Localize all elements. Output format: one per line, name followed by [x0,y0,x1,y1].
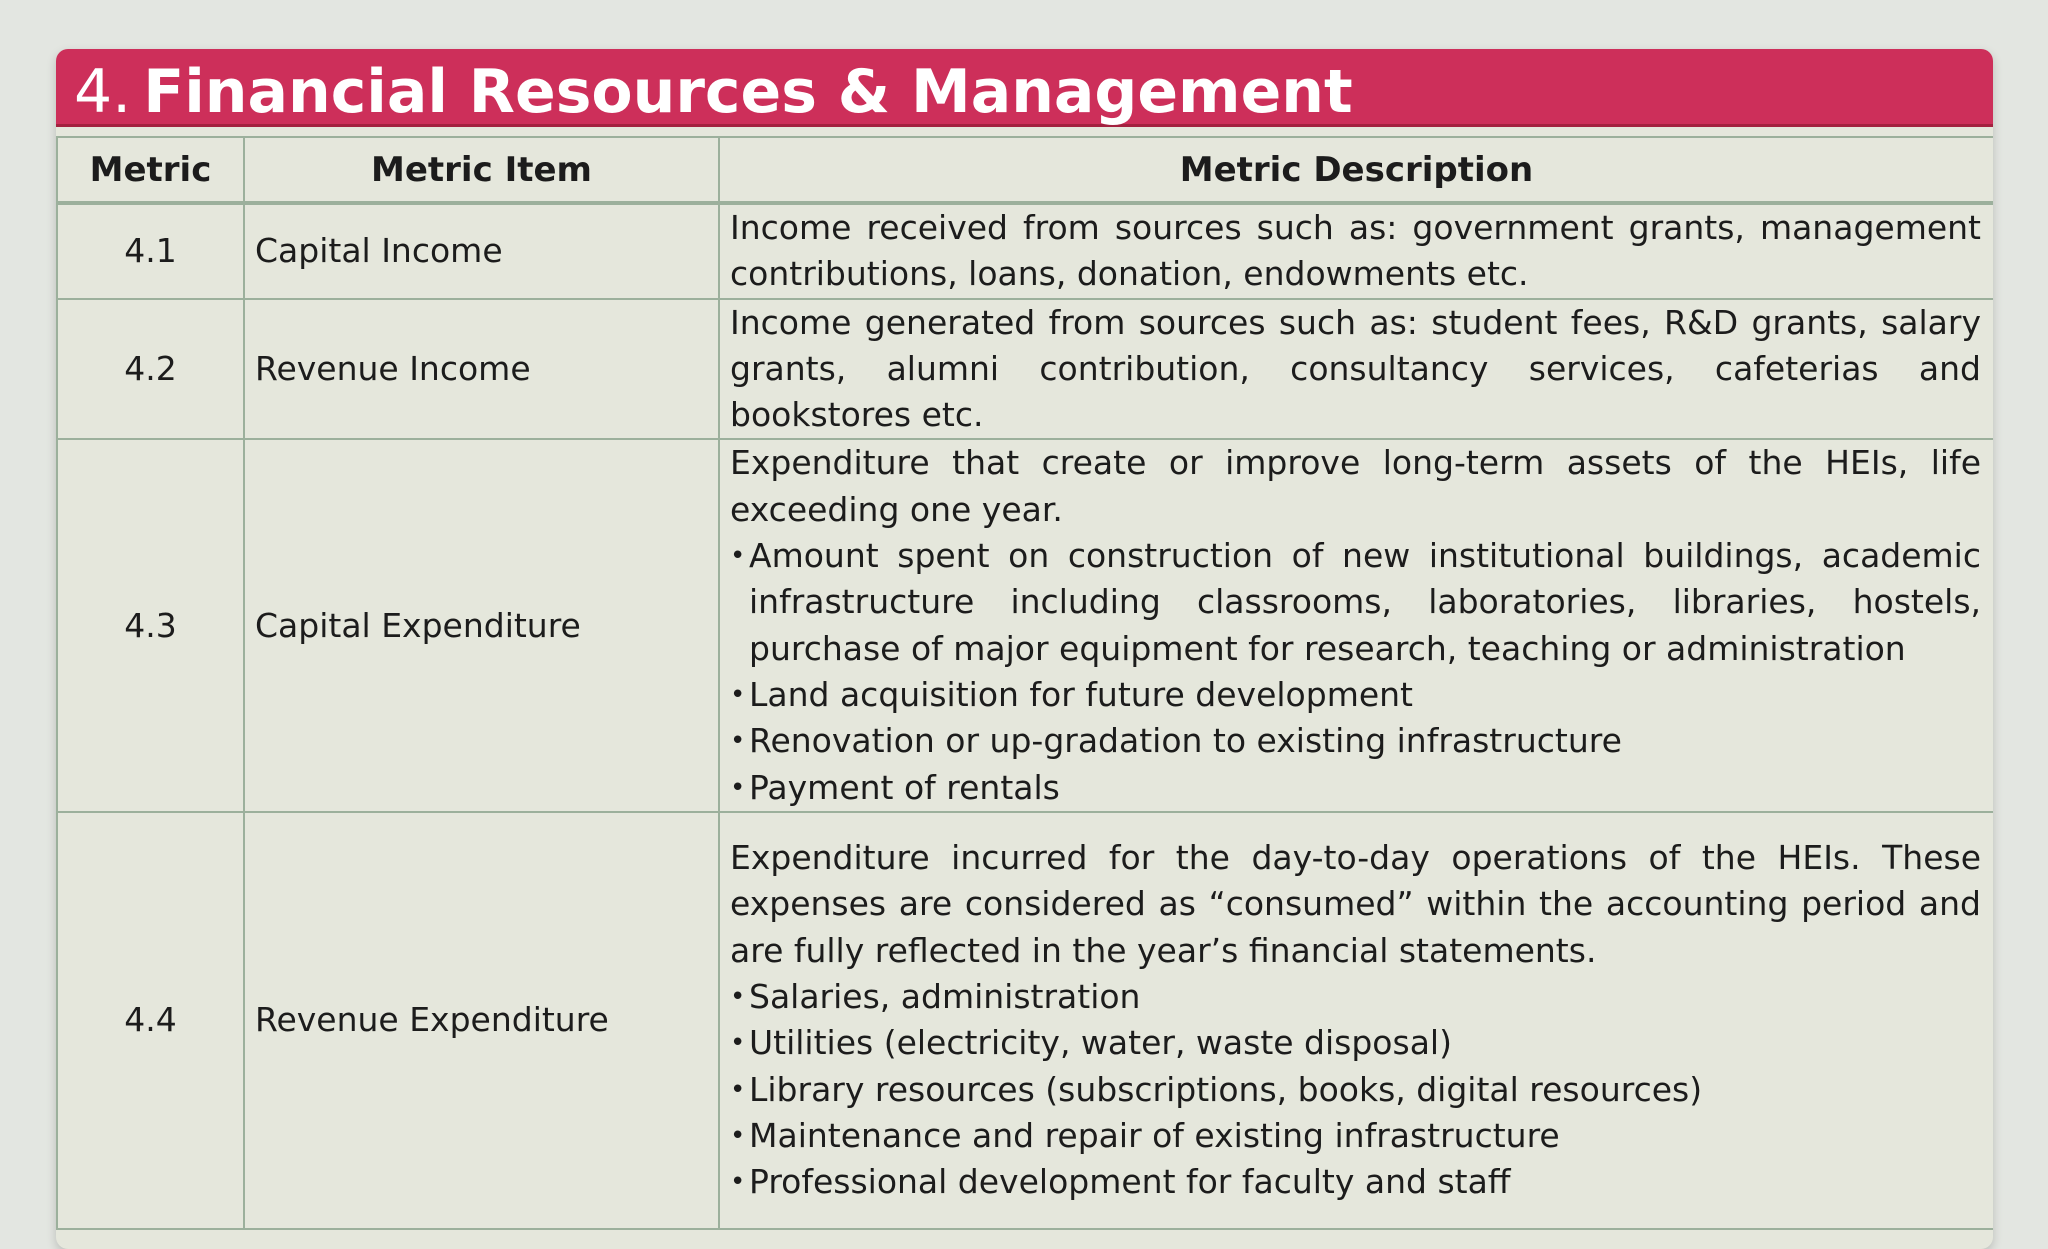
bullet-list [730,533,1981,811]
metric-description-cell [719,812,1993,1229]
metric-description: Income received from sources such as: government grants, management contributions, loans, donation, endowments etc. [730,208,1981,294]
metric-number: 4.1 [57,203,244,299]
header-metric-item: Metric Item [244,137,719,203]
section-title: Financial Resources & Management [143,57,1353,127]
bullet-icon: • [730,679,746,710]
bullet-text: Utilities (electricity, water, waste disposal) [749,1023,1452,1063]
table-row [57,203,1993,299]
bullet-list [730,974,1981,1205]
bullet-item [730,672,1981,718]
metric-number: 4.4 [57,812,244,1229]
metric-description-cell [719,203,1993,299]
metric-description: Expenditure incurred for the day-to-day operations of the HEIs. These expenses are considered as “consumed” within the accounting period and are fully reflected in the year’s financial statements. [730,838,1981,970]
bullet-text: Library resources (subscriptions, books, digital resources) [749,1069,1703,1109]
metric-description: Expenditure that create or improve long-term assets of the HEIs, life exceeding one year. [730,443,1981,529]
bullet-item [730,1113,1981,1159]
bullet-icon: • [730,541,746,572]
bullet-item [730,1067,1981,1113]
bullet-text: Payment of rentals [749,767,1060,807]
metric-description: Income generated from sources such as: student fees, R&D grants, salary grants, alumni contribution, consultancy services, cafeterias and bookstores etc. [730,302,1981,435]
bullet-item [730,1020,1981,1066]
page-title [74,57,1353,127]
bullet-text: Salaries, administration [749,977,1141,1017]
metric-number: 4.2 [57,299,244,440]
table-row [57,439,1993,811]
bullet-item [730,718,1981,764]
bullet-item [730,765,1981,811]
bullet-item [730,974,1981,1020]
metrics-table [56,136,1993,1230]
metric-description-cell [719,299,1993,440]
bullet-icon: • [730,1028,746,1059]
header-metric-description: Metric Description [719,137,1993,203]
table-row [57,299,1993,440]
table-row [57,812,1993,1229]
title-bar [56,49,1993,127]
bullet-text: Land acquisition for future development [749,674,1413,714]
bullet-icon: • [730,772,746,803]
metric-item: Capital Expenditure [244,439,719,811]
bullet-icon: • [730,1120,746,1151]
metric-item: Capital Income [244,203,719,299]
bullet-text: Maintenance and repair of existing infrastructure [749,1115,1560,1155]
bullet-icon: • [730,726,746,757]
bullet-text: Renovation or up-gradation to existing infrastructure [749,721,1622,761]
bullet-icon: • [730,1074,746,1105]
bullet-item [730,1159,1981,1205]
bullet-icon: • [730,982,746,1013]
table-header-row [57,137,1993,203]
metric-item: Revenue Income [244,299,719,440]
header-metric: Metric [57,137,244,203]
bullet-text: Amount spent on construction of new institutional buildings, academic infrastructure including classrooms, laboratories, libraries, hostels, purchase of major equipment for research, teaching or administration [749,536,1981,668]
metric-item: Revenue Expenditure [244,812,719,1229]
slide [56,49,1993,1249]
metric-number: 4.3 [57,439,244,811]
metric-description-cell [719,439,1993,811]
bullet-text: Professional development for faculty and staff [749,1162,1511,1202]
bullet-icon: • [730,1167,746,1198]
section-number: 4. [74,57,132,127]
bullet-item [730,533,1981,672]
